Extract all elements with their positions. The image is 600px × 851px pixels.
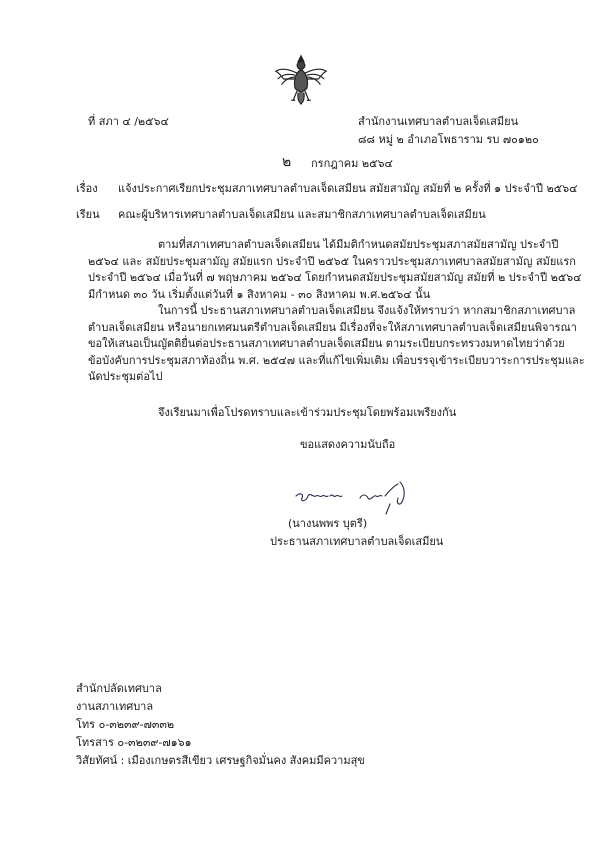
date-day: ๒ xyxy=(282,154,292,170)
closing-salutation: ขอแสดงความนับถือ xyxy=(300,438,396,451)
date-month-year: กรกฎาคม ๒๕๖๔ xyxy=(311,157,393,170)
paragraph-line: ขอให้เสนอเป็นญัตติยื่นต่อประธานสภาเทศบาลตำบลเจ็ดเสมียน ตามระเบียบกระทรวงมหาดไทยว่าด้วย xyxy=(88,337,565,350)
paragraph-line: นัดประชุมต่อไป xyxy=(88,370,163,383)
footer-contact xyxy=(76,680,365,770)
paragraph-line: ข้อบังคับการประชุมสภาท้องถิ่น พ.ศ. ๒๕๔๗ และที่แก้ไขเพิ่มเติม เพื่อบรรจุเข้าระเบียบวาระการประชุมและ xyxy=(88,353,585,367)
garuda-emblem-icon xyxy=(272,50,330,108)
paragraph-line: มีกำหนด ๓๐ วัน เริ่มตั้งแต่วันที่ ๑ สิงหาคม - ๓๐ สิงหาคม พ.ศ.๒๕๖๔ นั้น xyxy=(88,287,431,301)
sender-office: สำนักงานเทศบาลตำบลเจ็ดเสมียน xyxy=(358,115,519,128)
paragraph-line: ในการนี้ ประธานสภาเทศบาลตำบลเจ็ดเสมียน จึงแจ้งให้ทราบว่า หากสมาชิกสภาเทศบาล xyxy=(158,304,576,317)
signatory-name: (นางนพพร บุตรี) xyxy=(288,517,368,530)
handwritten-signature xyxy=(290,476,440,516)
subject-text: แจ้งประกาศเรียกประชุมสภาเทศบาลตำบลเจ็ดเสมียน สมัยสามัญ สมัยที่ ๒ ครั้งที่ ๑ ประจำปี ๒๕๖๔ xyxy=(118,182,578,195)
paragraph-line: ตามที่สภาเทศบาลตำบลเจ็ดเสมียน ได้มีมติกำหนดสมัยประชุมสภาสมัยสามัญ ประจำปี xyxy=(158,238,559,251)
closing-request: จึงเรียนมาเพื่อโปรดทราบและเข้าร่วมประชุมโดยพร้อมเพรียงกัน xyxy=(158,406,457,419)
recipient-text: คณะผู้บริหารเทศบาลตำบลเจ็ดเสมียน และสมาชิกสภาเทศบาลตำบลเจ็ดเสมียน xyxy=(118,208,486,221)
paragraph-line: ๒๕๖๔ และ สมัยประชุมสามัญ สมัยแรก ประจำปี ๒๕๖๕ ในคราวประชุมสภาเทศบาลสมัยสามัญ สมัยแรก xyxy=(88,254,576,268)
footer-line: โทร ๐-๓๒๓๙-๗๓๓๒ xyxy=(76,718,175,731)
paragraph-line: ตำบลเจ็ดเสมียน หรือนายกเทศมนตรีตำบลเจ็ดเสมียน มีเรื่องที่จะให้สภาเทศบาลตำบลเจ็ดเสมียนพิจารณา xyxy=(88,320,577,334)
signatory-position: ประธานสภาเทศบาลตำบลเจ็ดเสมียน xyxy=(270,535,444,548)
footer-line: งานสภาเทศบาล xyxy=(76,700,154,713)
body-paragraph-2 xyxy=(88,303,585,386)
footer-line: วิสัยทัศน์ : เมืองเกษตรสีเขียว เศรษฐกิจมั่นคง สังคมมีความสุข xyxy=(76,754,365,767)
recipient-label: เรียน xyxy=(76,208,100,221)
footer-line: สำนักปลัดเทศบาล xyxy=(76,682,162,695)
sender-address: ๘๘ หมู่ ๒ อำเภอโพธาราม รบ ๗๐๑๒๐ xyxy=(358,133,539,146)
reference-number: ที่ สภา ๔ /๒๕๖๔ xyxy=(88,115,169,128)
paragraph-line: ประจำปี ๒๕๖๔ เมื่อวันที่ ๗ พฤษภาคม ๒๕๖๔ โดยกำหนดสมัยประชุมสมัยสามัญ สมัยที่ ๒ ประจำปี ๒๕๖๔ xyxy=(88,271,582,284)
subject-label: เรื่อง xyxy=(76,182,98,195)
body-paragraph-1 xyxy=(88,237,581,303)
footer-line: โทรสาร ๐-๓๒๓๙-๗๑๖๑ xyxy=(76,736,192,749)
